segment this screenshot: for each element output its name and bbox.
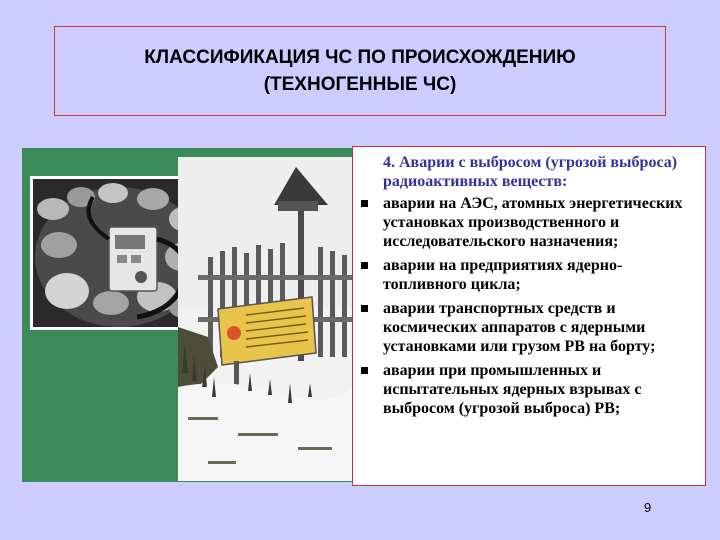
square-bullet-icon (361, 305, 368, 312)
list-item (359, 194, 693, 251)
page-number: 9 (644, 500, 652, 515)
list-item-text: аварии при промышленных и испытательных ядерных взрывах с выбросом (угрозой выброса) РВ; (383, 362, 642, 417)
list-item (359, 361, 693, 418)
bullet-list (359, 194, 693, 418)
list-item (359, 256, 693, 294)
warning-sign-photo (178, 157, 352, 481)
list-item-text: аварии на АЭС, атомных энергетических установках производственного и исследовательского назначения; (383, 195, 683, 250)
list-item-text: аварии транспортных средств и космических аппаратов с ядерными установками или грузом РВ на борту; (383, 300, 656, 355)
warning-sign-photo-image (178, 157, 352, 481)
list-item (359, 299, 693, 356)
slide-title-line-1: КЛАССИФИКАЦИЯ ЧС ПО ПРОИСХОЖДЕНИЮ (144, 47, 576, 68)
square-bullet-icon (361, 200, 368, 207)
square-bullet-icon (361, 367, 368, 374)
section-heading: 4. Аварии с выбросом (угрозой выброса) радиоактивных веществ: (383, 154, 678, 190)
title-box (54, 26, 666, 116)
slide-title-line-2: (ТЕХНОГЕННЫЕ ЧС) (263, 74, 457, 95)
square-bullet-icon (361, 262, 368, 269)
list-item-text: аварии на предприятиях ядерно-топливного цикла; (383, 257, 623, 293)
content-text-box (352, 146, 706, 486)
